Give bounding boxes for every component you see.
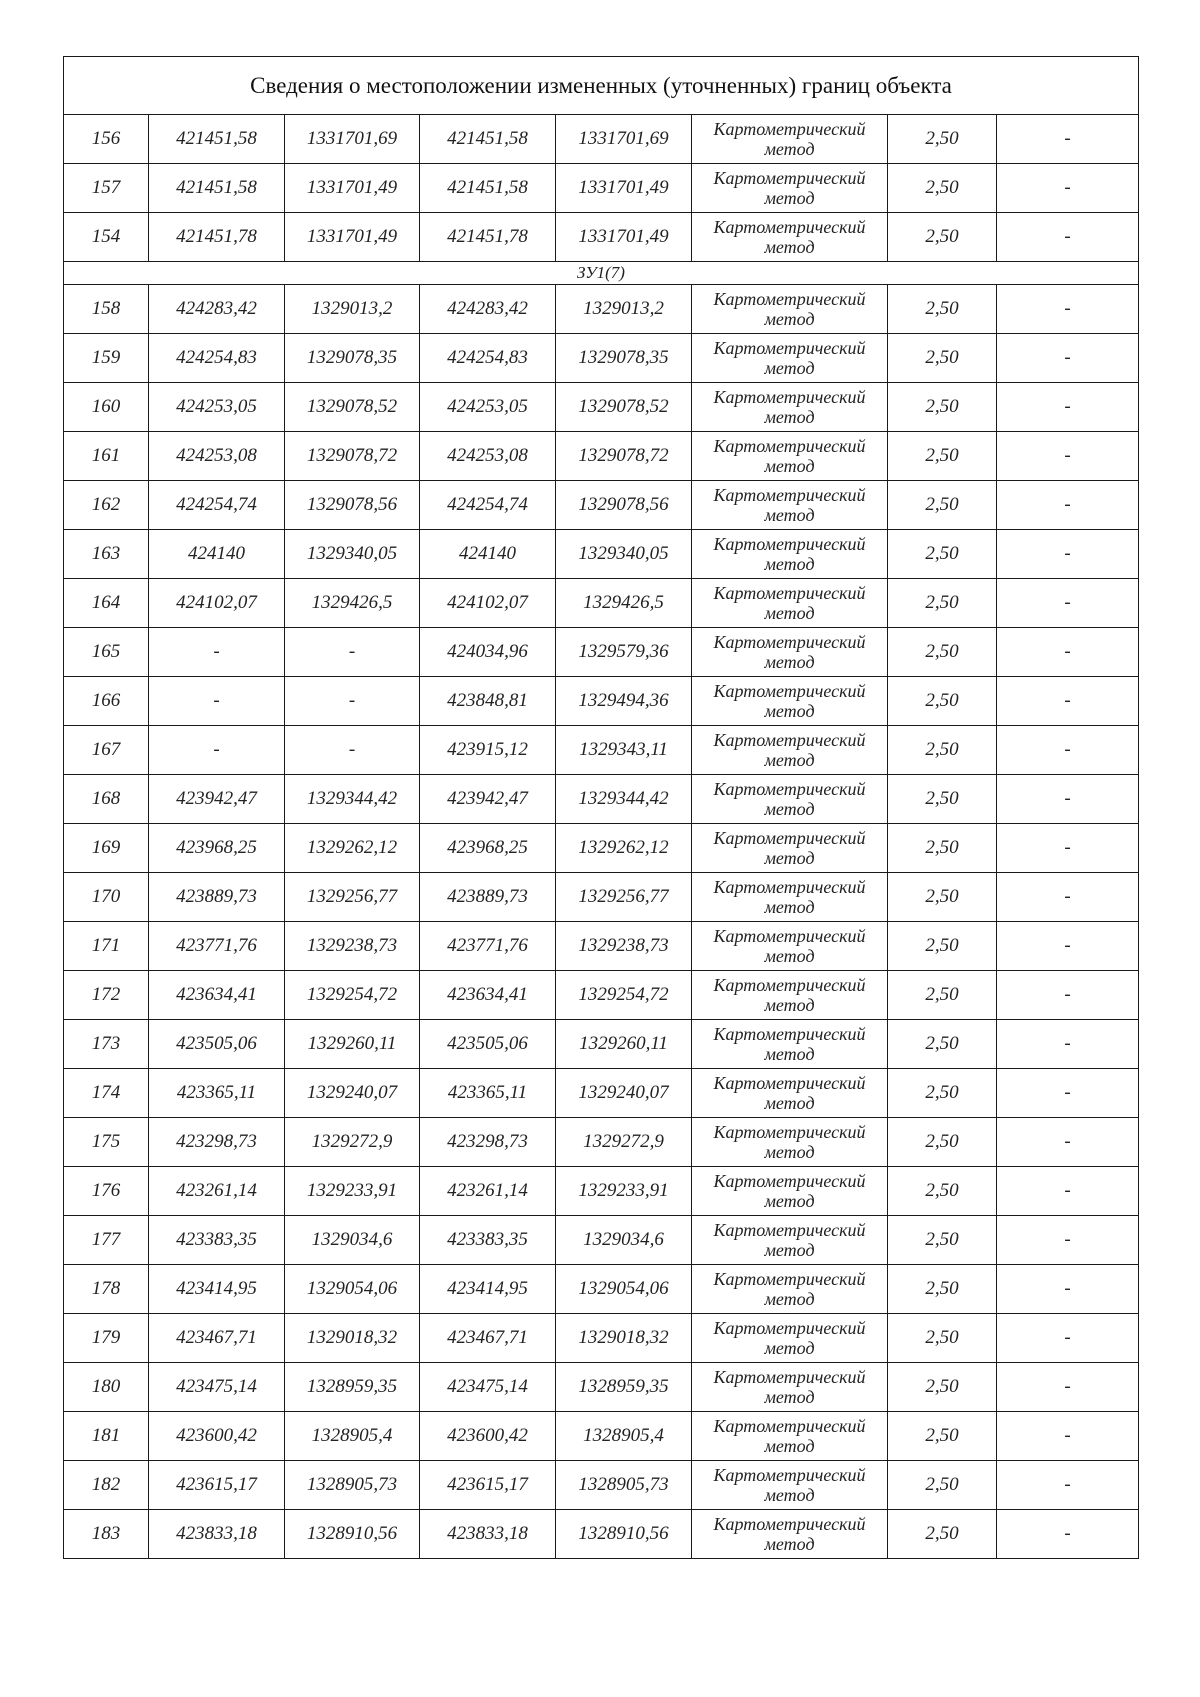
cell-method: Картометрический метод [692,1265,888,1314]
cell-refined-x: 423414,95 [420,1265,556,1314]
cell-point-number: 166 [64,677,149,726]
cell-accuracy: 2,50 [888,1020,997,1069]
document-page [63,56,1138,1559]
cell-existing-y: 1329272,9 [285,1118,420,1167]
cell-point-number: 168 [64,775,149,824]
cell-method: Картометрический метод [692,383,888,432]
cell-method: Картометрический метод [692,677,888,726]
table-row [64,1069,1139,1118]
cell-point-number: 164 [64,579,149,628]
cell-refined-x: 423833,18 [420,1510,556,1559]
table-row [64,1314,1139,1363]
cell-refined-y: 1329018,32 [556,1314,692,1363]
cell-point-number: 163 [64,530,149,579]
cell-existing-x: 423505,06 [149,1020,285,1069]
cell-refined-y: 1329272,9 [556,1118,692,1167]
table-row [64,824,1139,873]
cell-refined-x: 424253,08 [420,432,556,481]
cell-method: Картометрический метод [692,1461,888,1510]
cell-description: - [997,1069,1139,1118]
cell-refined-y: 1329233,91 [556,1167,692,1216]
cell-refined-y: 1329426,5 [556,579,692,628]
cell-point-number: 170 [64,873,149,922]
cell-method: Картометрический метод [692,432,888,481]
cell-point-number: 178 [64,1265,149,1314]
cell-description: - [997,383,1139,432]
cell-description: - [997,824,1139,873]
cell-method: Картометрический метод [692,1069,888,1118]
cell-refined-x: 421451,78 [420,213,556,262]
table-row [64,628,1139,677]
cell-description: - [997,1363,1139,1412]
cell-refined-y: 1329078,52 [556,383,692,432]
cell-point-number: 158 [64,285,149,334]
cell-existing-y: 1329254,72 [285,971,420,1020]
cell-point-number: 171 [64,922,149,971]
cell-description: - [997,873,1139,922]
cell-refined-x: 421451,58 [420,115,556,164]
table-row [64,1461,1139,1510]
cell-accuracy: 2,50 [888,213,997,262]
cell-existing-x: - [149,726,285,775]
cell-refined-y: 1331701,69 [556,115,692,164]
cell-method: Картометрический метод [692,1167,888,1216]
table-row [64,873,1139,922]
table-row [64,726,1139,775]
cell-point-number: 167 [64,726,149,775]
table-row [64,285,1139,334]
cell-refined-x: 423261,14 [420,1167,556,1216]
cell-existing-x: 423600,42 [149,1412,285,1461]
cell-accuracy: 2,50 [888,1510,997,1559]
cell-existing-y: 1328905,4 [285,1412,420,1461]
cell-refined-y: 1329240,07 [556,1069,692,1118]
cell-refined-y: 1329054,06 [556,1265,692,1314]
cell-refined-y: 1329013,2 [556,285,692,334]
cell-accuracy: 2,50 [888,824,997,873]
cell-refined-y: 1328910,56 [556,1510,692,1559]
cell-existing-x: 421451,58 [149,115,285,164]
table-row [64,164,1139,213]
cell-refined-y: 1329262,12 [556,824,692,873]
cell-existing-y: 1329344,42 [285,775,420,824]
cell-refined-y: 1328905,4 [556,1412,692,1461]
cell-accuracy: 2,50 [888,1363,997,1412]
cell-refined-y: 1328959,35 [556,1363,692,1412]
cell-method: Картометрический метод [692,1412,888,1461]
cell-existing-y: 1329340,05 [285,530,420,579]
cell-method: Картометрический метод [692,873,888,922]
cell-accuracy: 2,50 [888,726,997,775]
table-row [64,677,1139,726]
cell-refined-x: 423634,41 [420,971,556,1020]
cell-description: - [997,971,1139,1020]
cell-accuracy: 2,50 [888,1069,997,1118]
cell-refined-y: 1329344,42 [556,775,692,824]
cell-refined-y: 1331701,49 [556,164,692,213]
cell-description: - [997,1020,1139,1069]
cell-description: - [997,1314,1139,1363]
cell-accuracy: 2,50 [888,1167,997,1216]
cell-point-number: 157 [64,164,149,213]
cell-description: - [997,1118,1139,1167]
cell-existing-y: - [285,628,420,677]
cell-refined-x: 423848,81 [420,677,556,726]
cell-method: Картометрический метод [692,213,888,262]
table-row [64,383,1139,432]
cell-refined-y: 1329340,05 [556,530,692,579]
cell-description: - [997,579,1139,628]
cell-method: Картометрический метод [692,334,888,383]
cell-accuracy: 2,50 [888,1216,997,1265]
cell-accuracy: 2,50 [888,432,997,481]
table-title: Сведения о местоположении измененных (уточненных) границ объекта [64,57,1139,115]
cell-description: - [997,1461,1139,1510]
cell-point-number: 177 [64,1216,149,1265]
cell-existing-y: 1329013,2 [285,285,420,334]
cell-description: - [997,481,1139,530]
cell-refined-x: 424140 [420,530,556,579]
cell-refined-y: 1329034,6 [556,1216,692,1265]
cell-description: - [997,213,1139,262]
cell-method: Картометрический метод [692,971,888,1020]
cell-existing-y: 1329034,6 [285,1216,420,1265]
cell-refined-x: 424253,05 [420,383,556,432]
cell-existing-x: 423467,71 [149,1314,285,1363]
table-row [64,334,1139,383]
cell-refined-y: 1329494,36 [556,677,692,726]
cell-description: - [997,115,1139,164]
cell-method: Картометрический метод [692,115,888,164]
cell-point-number: 161 [64,432,149,481]
cell-accuracy: 2,50 [888,530,997,579]
cell-point-number: 160 [64,383,149,432]
cell-point-number: 154 [64,213,149,262]
cell-refined-x: 423298,73 [420,1118,556,1167]
table-title-row [64,57,1139,115]
cell-method: Картометрический метод [692,824,888,873]
cell-point-number: 165 [64,628,149,677]
cell-point-number: 175 [64,1118,149,1167]
cell-refined-y: 1328905,73 [556,1461,692,1510]
cell-existing-x: 424102,07 [149,579,285,628]
cell-refined-y: 1329238,73 [556,922,692,971]
cell-refined-x: 424034,96 [420,628,556,677]
cell-point-number: 159 [64,334,149,383]
table-row [64,1118,1139,1167]
cell-existing-y: 1328910,56 [285,1510,420,1559]
cell-accuracy: 2,50 [888,1461,997,1510]
cell-description: - [997,530,1139,579]
cell-accuracy: 2,50 [888,1412,997,1461]
table-row [64,579,1139,628]
cell-existing-y: 1329260,11 [285,1020,420,1069]
cell-existing-x: 423475,14 [149,1363,285,1412]
cell-refined-y: 1329254,72 [556,971,692,1020]
cell-refined-x: 423467,71 [420,1314,556,1363]
cell-existing-y: 1329238,73 [285,922,420,971]
cell-method: Картометрический метод [692,1363,888,1412]
cell-refined-x: 423942,47 [420,775,556,824]
cell-point-number: 183 [64,1510,149,1559]
cell-description: - [997,922,1139,971]
table-row [64,1363,1139,1412]
cell-description: - [997,285,1139,334]
cell-refined-x: 423365,11 [420,1069,556,1118]
cell-existing-y: 1329054,06 [285,1265,420,1314]
cell-method: Картометрический метод [692,481,888,530]
cell-existing-y: 1329078,72 [285,432,420,481]
cell-description: - [997,1216,1139,1265]
cell-existing-x: - [149,677,285,726]
cell-description: - [997,1510,1139,1559]
cell-existing-x: 423414,95 [149,1265,285,1314]
cell-refined-x: 423771,76 [420,922,556,971]
cell-existing-x: 423615,17 [149,1461,285,1510]
table-row [64,481,1139,530]
cell-accuracy: 2,50 [888,579,997,628]
cell-refined-x: 424254,83 [420,334,556,383]
cell-point-number: 174 [64,1069,149,1118]
cell-point-number: 172 [64,971,149,1020]
cell-refined-x: 423383,35 [420,1216,556,1265]
cell-existing-x: 424253,08 [149,432,285,481]
table-row [64,1020,1139,1069]
cell-refined-x: 423915,12 [420,726,556,775]
cell-existing-x: 424140 [149,530,285,579]
cell-method: Картометрический метод [692,530,888,579]
cell-existing-x: 424254,74 [149,481,285,530]
cell-point-number: 180 [64,1363,149,1412]
cell-existing-x: 423889,73 [149,873,285,922]
cell-existing-y: 1329078,52 [285,383,420,432]
cell-description: - [997,1412,1139,1461]
cell-existing-y: 1329426,5 [285,579,420,628]
cell-existing-y: 1329256,77 [285,873,420,922]
cell-method: Картометрический метод [692,1510,888,1559]
cell-refined-x: 424102,07 [420,579,556,628]
cell-accuracy: 2,50 [888,481,997,530]
table-row [64,530,1139,579]
cell-point-number: 181 [64,1412,149,1461]
cell-existing-x: 424283,42 [149,285,285,334]
cell-existing-y: 1329078,35 [285,334,420,383]
cell-refined-y: 1329343,11 [556,726,692,775]
cell-existing-x: 423261,14 [149,1167,285,1216]
cell-refined-x: 423505,06 [420,1020,556,1069]
section-row [64,262,1139,285]
cell-accuracy: 2,50 [888,285,997,334]
cell-existing-x: 424254,83 [149,334,285,383]
cell-existing-y: 1331701,69 [285,115,420,164]
cell-point-number: 182 [64,1461,149,1510]
cell-point-number: 176 [64,1167,149,1216]
cell-accuracy: 2,50 [888,1314,997,1363]
section-label: ЗУ1(7) [64,262,1139,285]
cell-point-number: 173 [64,1020,149,1069]
cell-accuracy: 2,50 [888,164,997,213]
cell-accuracy: 2,50 [888,628,997,677]
table-row [64,1510,1139,1559]
table-row [64,1412,1139,1461]
cell-description: - [997,677,1139,726]
cell-existing-y: 1329078,56 [285,481,420,530]
cell-description: - [997,628,1139,677]
cell-method: Картометрический метод [692,164,888,213]
cell-existing-y: 1331701,49 [285,213,420,262]
cell-description: - [997,726,1139,775]
cell-existing-x: 424253,05 [149,383,285,432]
cell-refined-x: 423968,25 [420,824,556,873]
cell-existing-x: 423383,35 [149,1216,285,1265]
cell-method: Картометрический метод [692,922,888,971]
cell-accuracy: 2,50 [888,873,997,922]
cell-existing-x: 421451,78 [149,213,285,262]
cell-accuracy: 2,50 [888,775,997,824]
cell-method: Картометрический метод [692,285,888,334]
cell-refined-y: 1329078,72 [556,432,692,481]
cell-point-number: 156 [64,115,149,164]
cell-refined-y: 1329579,36 [556,628,692,677]
cell-refined-y: 1329260,11 [556,1020,692,1069]
cell-existing-x: - [149,628,285,677]
cell-accuracy: 2,50 [888,922,997,971]
cell-existing-x: 421451,58 [149,164,285,213]
cell-refined-x: 423615,17 [420,1461,556,1510]
table-row [64,115,1139,164]
cell-refined-x: 421451,58 [420,164,556,213]
cell-refined-x: 423889,73 [420,873,556,922]
cell-accuracy: 2,50 [888,115,997,164]
cell-existing-y: 1329240,07 [285,1069,420,1118]
cell-method: Картометрический метод [692,726,888,775]
cell-method: Картометрический метод [692,579,888,628]
cell-refined-y: 1329078,35 [556,334,692,383]
cell-description: - [997,1167,1139,1216]
cell-existing-x: 423942,47 [149,775,285,824]
cell-existing-y: 1329262,12 [285,824,420,873]
cell-description: - [997,334,1139,383]
cell-existing-x: 423298,73 [149,1118,285,1167]
cell-existing-y: - [285,677,420,726]
table-row [64,1167,1139,1216]
cell-existing-y: 1329018,32 [285,1314,420,1363]
table-row [64,432,1139,481]
cell-existing-x: 423771,76 [149,922,285,971]
cell-existing-x: 423634,41 [149,971,285,1020]
cell-refined-y: 1331701,49 [556,213,692,262]
table-row [64,922,1139,971]
cell-method: Картометрический метод [692,1118,888,1167]
cell-refined-y: 1329256,77 [556,873,692,922]
cell-description: - [997,432,1139,481]
boundary-coordinates-table [63,56,1139,1559]
table-row [64,1265,1139,1314]
cell-description: - [997,1265,1139,1314]
cell-description: - [997,775,1139,824]
cell-method: Картометрический метод [692,775,888,824]
cell-accuracy: 2,50 [888,383,997,432]
cell-method: Картометрический метод [692,1020,888,1069]
cell-point-number: 169 [64,824,149,873]
cell-description: - [997,164,1139,213]
cell-accuracy: 2,50 [888,1118,997,1167]
cell-existing-x: 423833,18 [149,1510,285,1559]
cell-accuracy: 2,50 [888,677,997,726]
cell-refined-x: 423475,14 [420,1363,556,1412]
cell-existing-y: 1331701,49 [285,164,420,213]
cell-method: Картометрический метод [692,628,888,677]
cell-refined-y: 1329078,56 [556,481,692,530]
table-row [64,213,1139,262]
cell-method: Картометрический метод [692,1216,888,1265]
cell-existing-x: 423968,25 [149,824,285,873]
cell-point-number: 179 [64,1314,149,1363]
cell-accuracy: 2,50 [888,1265,997,1314]
cell-refined-x: 423600,42 [420,1412,556,1461]
cell-accuracy: 2,50 [888,971,997,1020]
table-row [64,1216,1139,1265]
cell-refined-x: 424283,42 [420,285,556,334]
cell-existing-y: 1329233,91 [285,1167,420,1216]
cell-refined-x: 424254,74 [420,481,556,530]
cell-method: Картометрический метод [692,1314,888,1363]
cell-point-number: 162 [64,481,149,530]
cell-existing-y: 1328959,35 [285,1363,420,1412]
table-row [64,775,1139,824]
cell-existing-y: 1328905,73 [285,1461,420,1510]
table-row [64,971,1139,1020]
cell-accuracy: 2,50 [888,334,997,383]
cell-existing-x: 423365,11 [149,1069,285,1118]
cell-existing-y: - [285,726,420,775]
